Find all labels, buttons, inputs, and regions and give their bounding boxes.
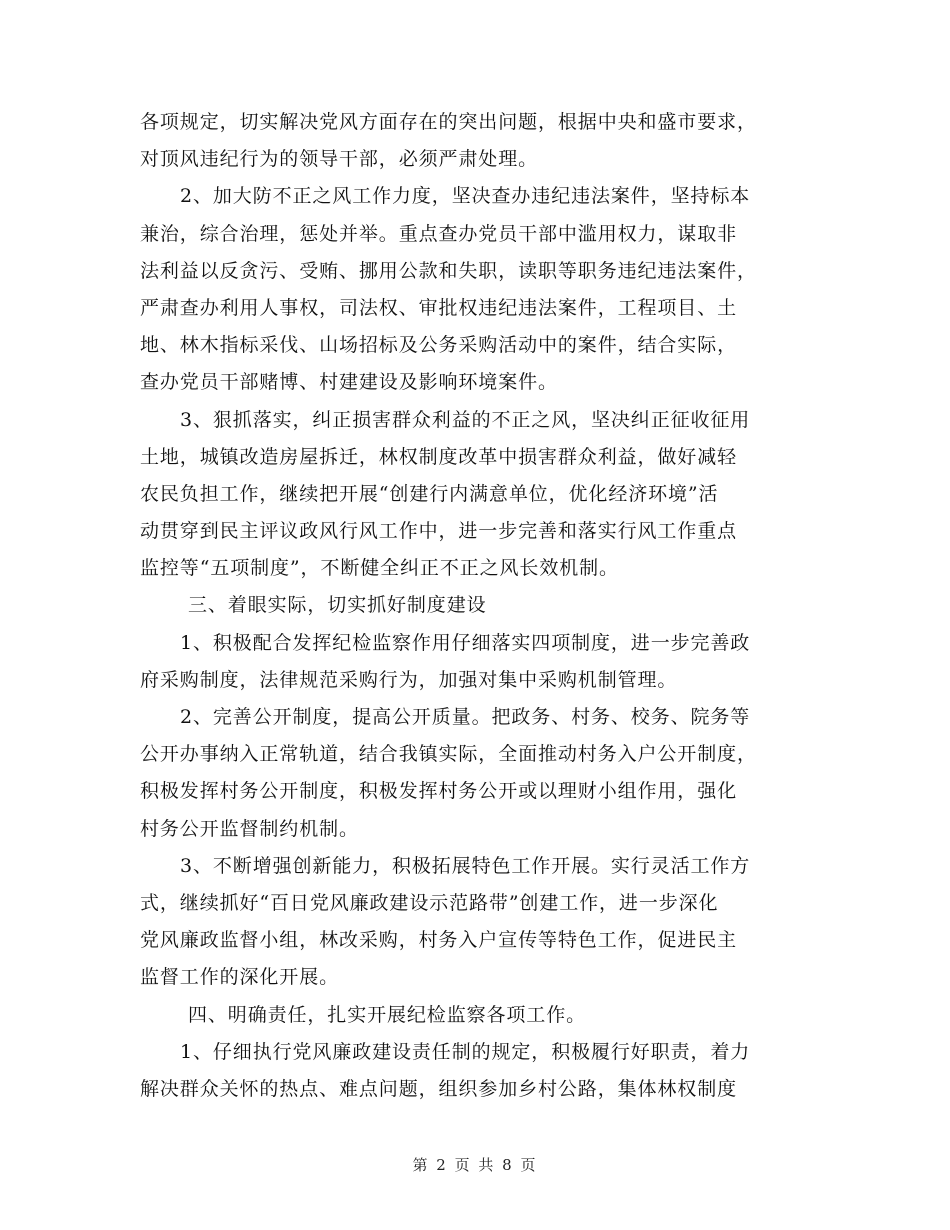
- text-line: 党风廉政监督小组，林改采购，村务入户宣传等特色工作，促进民主: [140, 929, 738, 952]
- paragraph-start-line: 2、加大防不正之风工作力度，坚决查办违纪违法案件，坚持标本: [180, 185, 751, 208]
- text-line: 各项规定，切实解决党风方面存在的突出问题，根据中央和盛市要求，: [140, 111, 757, 133]
- text-line: 法利益以反贪污、受贿、挪用公款和失职，读职等职务违纪违法案件，: [140, 259, 757, 282]
- page-number-footer: 第 2 页 共 8 页: [412, 1156, 538, 1174]
- text-line: 监控等“五项制度”，不断健全纠正不正之风长效机制。: [140, 557, 619, 580]
- text-line: 动贯穿到民主评议政风行风工作中，进一步完善和落实行风工作重点: [140, 520, 738, 543]
- text-line: 府采购制度，法律规范采购行为，加强对集中采购机制管理。: [140, 668, 678, 691]
- text-line: 查办党员干部赌博、村建建设及影响环境案件。: [140, 371, 558, 394]
- text-line: 对顶风违纪行为的领导干部，必须严肃处理。: [140, 148, 539, 171]
- text-line: 村务公开监督制约机制。: [140, 817, 359, 840]
- text-line: 地、林木指标采伐、山场招标及公务采购活动中的案件，结合实际，: [140, 334, 738, 357]
- document-body: [140, 104, 810, 1108]
- section-heading: 三、着眼实际，切实抓好制度建设: [188, 594, 487, 617]
- paragraph-start-line: 3、不断增强创新能力，积极拓展特色工作开展。实行灵活工作方: [180, 854, 751, 877]
- text-line: 积极发挥村务公开制度，积极发挥村务公开或以理财小组作用，强化: [140, 780, 738, 803]
- section-heading: 四、明确责任，扎实开展纪检监察各项工作。: [188, 1003, 587, 1026]
- text-line: 兼治，综合治理，惩处并举。重点查办党员干部中滥用权力，谋取非: [140, 222, 738, 245]
- text-line: 土地，城镇改造房屋拆迁，林权制度改革中损害群众利益，做好减轻: [140, 445, 738, 468]
- paragraph-start-line: 2、完善公开制度，提高公开质量。把政务、村务、校务、院务等: [180, 706, 751, 728]
- text-line: 农民负担工作，继续把开展“创建行内满意单位，优化经济环境”活: [140, 482, 719, 505]
- text-line: 式，继续抓好“百日党风廉政建设示范路带”创建工作，进一步深化: [140, 891, 719, 914]
- paragraph-start-line: 1、仔细执行党风廉政建设责任制的规定，积极履行好职责，着力: [180, 1040, 751, 1063]
- paragraph-start-line: 3、狠抓落实，纠正损害群众利益的不正之风，坚决纠正征收征用: [180, 408, 751, 431]
- paragraph-start-line: 1、积极配合发挥纪检监察作用仔细落实四项制度，进一步完善政: [180, 631, 751, 654]
- text-line: 解决群众关怀的热点、难点问题，组织参加乡村公路，集体林权制度: [140, 1077, 738, 1100]
- text-line: 严肃查办利用人事权，司法权、审批权违纪违法案件，工程项目、土: [140, 296, 738, 319]
- text-line: 监督工作的深化开展。: [140, 966, 340, 989]
- text-line: 公开办事纳入正常轨道，结合我镇实际，全面推动村务入户公开制度，: [140, 743, 757, 766]
